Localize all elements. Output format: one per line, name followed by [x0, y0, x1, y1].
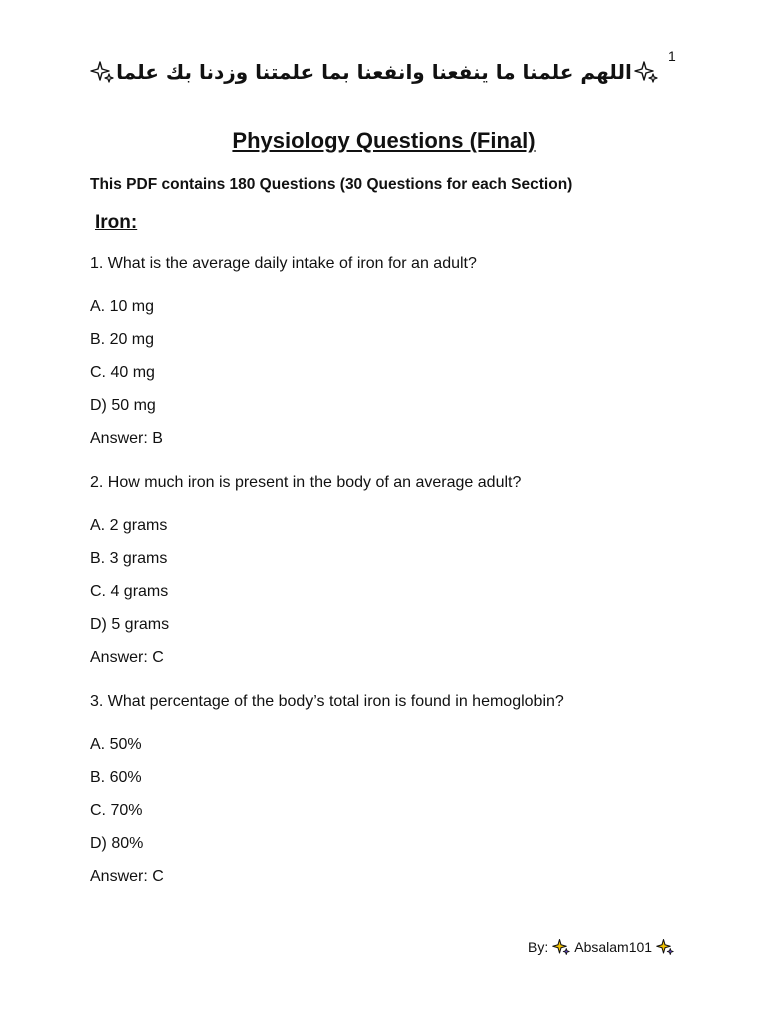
header-banner — [118, 56, 630, 88]
answer-line: Answer: C — [90, 649, 164, 666]
section-heading-iron: Iron: — [95, 212, 138, 233]
option-d: D) 5 grams — [90, 616, 170, 633]
option-a: A. 2 grams — [90, 517, 168, 534]
option-c: C. 40 mg — [90, 364, 155, 381]
option-b: B. 60% — [90, 769, 142, 786]
option-c: C. 70% — [90, 802, 143, 819]
arabic-prayer-heading: اللهم علمنا ما ينفعنا وانفعنا بما علمتنا وزدنا بك علما — [116, 60, 632, 84]
by-label: By: — [528, 939, 549, 955]
sparkles-icon — [552, 938, 570, 956]
question-text: 3. What percentage of the body’s total iron is found in hemoglobin? — [90, 693, 564, 710]
question-text: 2. How much iron is present in the body of an average adult? — [90, 474, 522, 491]
author-name: Absalam101 — [574, 939, 653, 955]
option-a: A. 50% — [90, 736, 142, 753]
document-title: Physiology Questions (Final) — [232, 128, 536, 153]
option-b: B. 20 mg — [90, 331, 155, 348]
option-d: D) 80% — [90, 835, 144, 852]
option-b: B. 3 grams — [90, 550, 168, 567]
page-number: 1 — [668, 48, 676, 64]
footer-byline — [528, 938, 674, 956]
option-c: C. 4 grams — [90, 583, 169, 600]
option-d: D) 50 mg — [90, 397, 156, 414]
answer-line: Answer: C — [90, 868, 164, 885]
option-a: A. 10 mg — [90, 298, 155, 315]
sparkles-icon — [634, 60, 658, 84]
document-subtitle: This PDF contains 180 Questions (30 Questions for each Section) — [90, 176, 573, 193]
sparkles-icon — [656, 938, 674, 956]
question-text: 1. What is the average daily intake of iron for an adult? — [90, 255, 477, 272]
answer-line: Answer: B — [90, 430, 163, 447]
sparkles-icon — [90, 60, 114, 84]
